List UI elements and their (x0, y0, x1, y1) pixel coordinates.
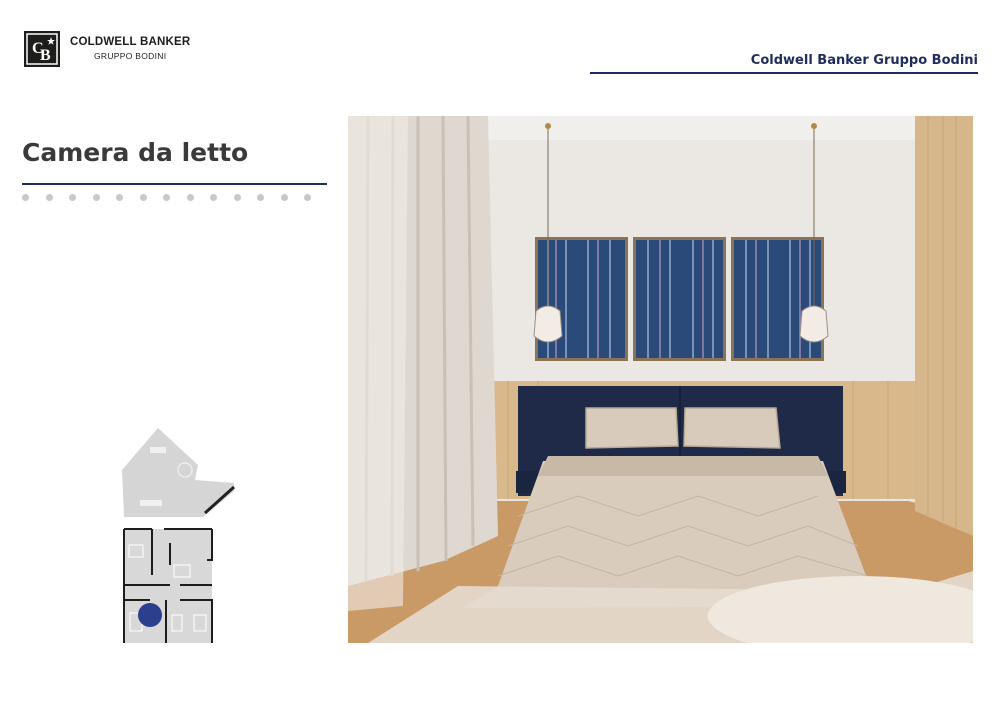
title-divider (22, 183, 327, 185)
dot-row (22, 194, 328, 201)
page-dot (304, 194, 311, 201)
header-divider (590, 72, 978, 74)
page-dot (187, 194, 194, 201)
page-dot (234, 194, 241, 201)
page-dot (46, 194, 53, 201)
header-company-name: Coldwell Banker Gruppo Bodini (750, 53, 978, 68)
bedroom-photo (348, 116, 973, 643)
svg-text:C: C (32, 40, 44, 57)
coldwell-banker-logo-icon (24, 31, 60, 67)
svg-text:B: B (40, 47, 51, 64)
page-dot (93, 194, 100, 201)
brand-subname: GRUPPO BODINI (93, 51, 167, 61)
page-dot (140, 194, 147, 201)
page-dot (210, 194, 217, 201)
page-dot (69, 194, 76, 201)
page-dot (116, 194, 123, 201)
page-title: Camera da letto (22, 138, 249, 167)
floorplan-icon (110, 425, 240, 649)
brand-logo (24, 31, 190, 67)
page-dot (257, 194, 264, 201)
page-dot (281, 194, 288, 201)
floorplan-location-marker (138, 603, 162, 627)
page-dot (22, 194, 29, 201)
brand-name: COLDWELL BANKER (70, 36, 191, 48)
page-dot (163, 194, 170, 201)
